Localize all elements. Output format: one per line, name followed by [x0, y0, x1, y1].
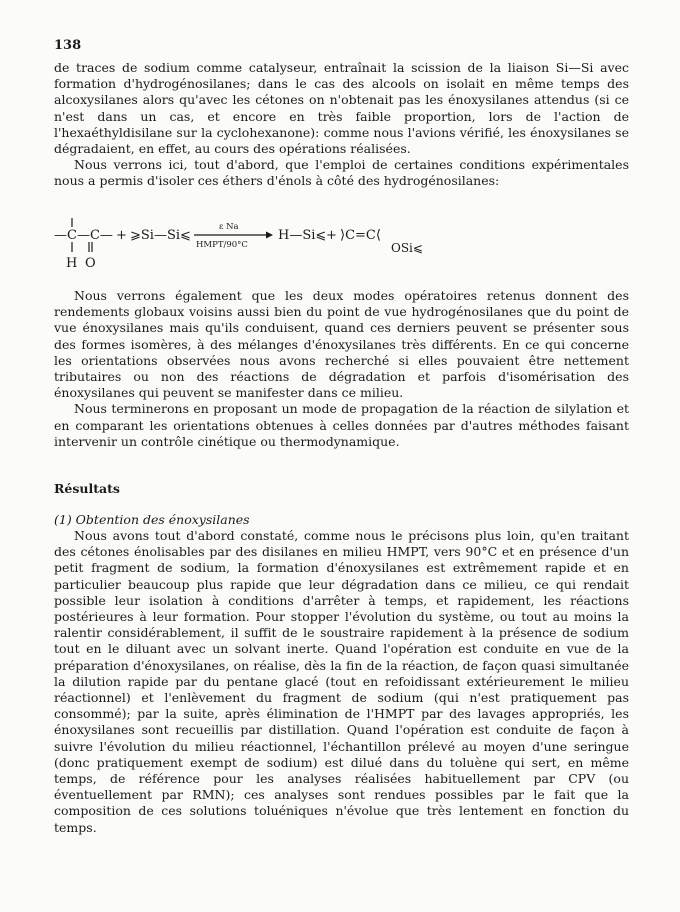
- intro-text: [54, 60, 629, 190]
- scheme-h-label: H: [66, 256, 78, 271]
- paragraph-5: Nous avons tout d'abord constaté, comme nous le précisons plus loin, qu'en traitant des cétones énolisables par des disilanes en milieu HMPT, vers 90°C et en présence d'un petit fragment de sodium, la formation d'énoxysilanes est extrêmement rapide et en particulier beaucoup plus rapide que leur dégradation dans ce milieu, ce qui rendait possible leur isolation à conditions d'arrêter à temps, et rapidement, les réactions postérieures à leur formation. Pour stopper l'évolution du système, ou tout au moins la ralentir considérablement, il suffit de le soustraire rapidement à la présence de sodium tout en le diluant avec un solvant inerte. Quand l'opération est conduite en vue de la préparation d'énoxysilanes, on réalise, dès la fin de la réaction, de façon quasi simultanée la dilution rapide par du pentane glacé (tout en refoidissant extérieurement le milieu réactionnel) et l'enlèvement du fragment de sodium (qui n'est pratiquement pas consommé); par la suite, après élimination de l'HMPT par des lavages appropriés, les énoxysilanes sont recueillis par distillation. Quand l'opération est conduite de façon à suivre l'évolution du milieu réactionnel, l'échantillon prélevé au moyen d'une seringue (donc pratiquement exempt de sodium) est dilué dans du toluène qui sert, en même temps, de référence pour les analyses réalisées habituellement par CPV (ou éventuellement par RMN); ces analyses sont rendues possibles par le fait que la composition de ces solutions toluéniques n'évolue que très lentement en fonction du temps.: [54, 528, 629, 835]
- scheme-plus-1: +: [116, 228, 127, 243]
- reaction-scheme: [54, 216, 614, 276]
- scheme-reactant: —C—C—: [54, 228, 113, 243]
- body-text-2: [54, 288, 629, 450]
- body-text-3: [54, 528, 629, 836]
- scheme-disilane: ⩾Si—Si⩽: [130, 228, 191, 243]
- subsection-heading: (1) Obtention des énoxysilanes: [54, 512, 250, 527]
- paragraph-1: de traces de sodium comme catalyseur, entraînait la scission de la liaison Si—Si avec formation d'hydrogénosilanes; dans le cas des alcools on isolait en même temps des alcoxysilanes alors qu'avec les cétones on n'obtenait pas les énoxysilanes attendus (si ce n'est dans un cas, et encore en très faible proportion, lors de l'action de l'hexaéthyldisilane sur la cyclohexanone): comme nous l'avions vérifié, les énoxysilanes se dégradaient, en effet, au cours des opérations réalisées.: [54, 60, 629, 157]
- section-heading: Résultats: [54, 481, 120, 496]
- scheme-osi-label: OSi⩽: [391, 241, 423, 255]
- page-number: 138: [54, 38, 82, 53]
- scheme-conditions: HMPT/90°C: [196, 240, 248, 250]
- paragraph-3: Nous verrons également que les deux modes opératoires retenus donnent des rendements globaux voisins aussi bien du point de vue hydrogénosilanes que du point de vue énoxysilanes mais qu'ils conduisent, quand ces derniers peuvent se présenter sous des formes isomères, à des mélanges d'énoxysilanes très différents. En ce qui concerne les orientations observées nous avons recherché si elles pouvaient être nettement tributaires ou non des réactions de dégradation et parfois d'isomérisation des énoxysilanes qui peuvent se manifester dans ce milieu.: [54, 288, 629, 401]
- scheme-catalyst: ε Na: [219, 222, 239, 232]
- scheme-o-label: O: [85, 256, 96, 271]
- paragraph-2: Nous verrons ici, tout d'abord, que l'emploi de certaines conditions expérimentales nous a permis d'isoler ces éthers d'énols à côté des hydrogénosilanes:: [54, 157, 629, 189]
- scheme-product-alkene: ⟩C=C⟨: [340, 228, 381, 243]
- paragraph-4: Nous terminerons en proposant un mode de propagation de la réaction de silylation et en comparant les orientations obtenues à celles données par d'autres méthodes faisant intervenir un contrôle cinétique ou thermodynamique.: [54, 401, 629, 449]
- scheme-product-silane: H—Si⩽: [278, 228, 327, 243]
- scheme-plus-2: +: [326, 228, 337, 243]
